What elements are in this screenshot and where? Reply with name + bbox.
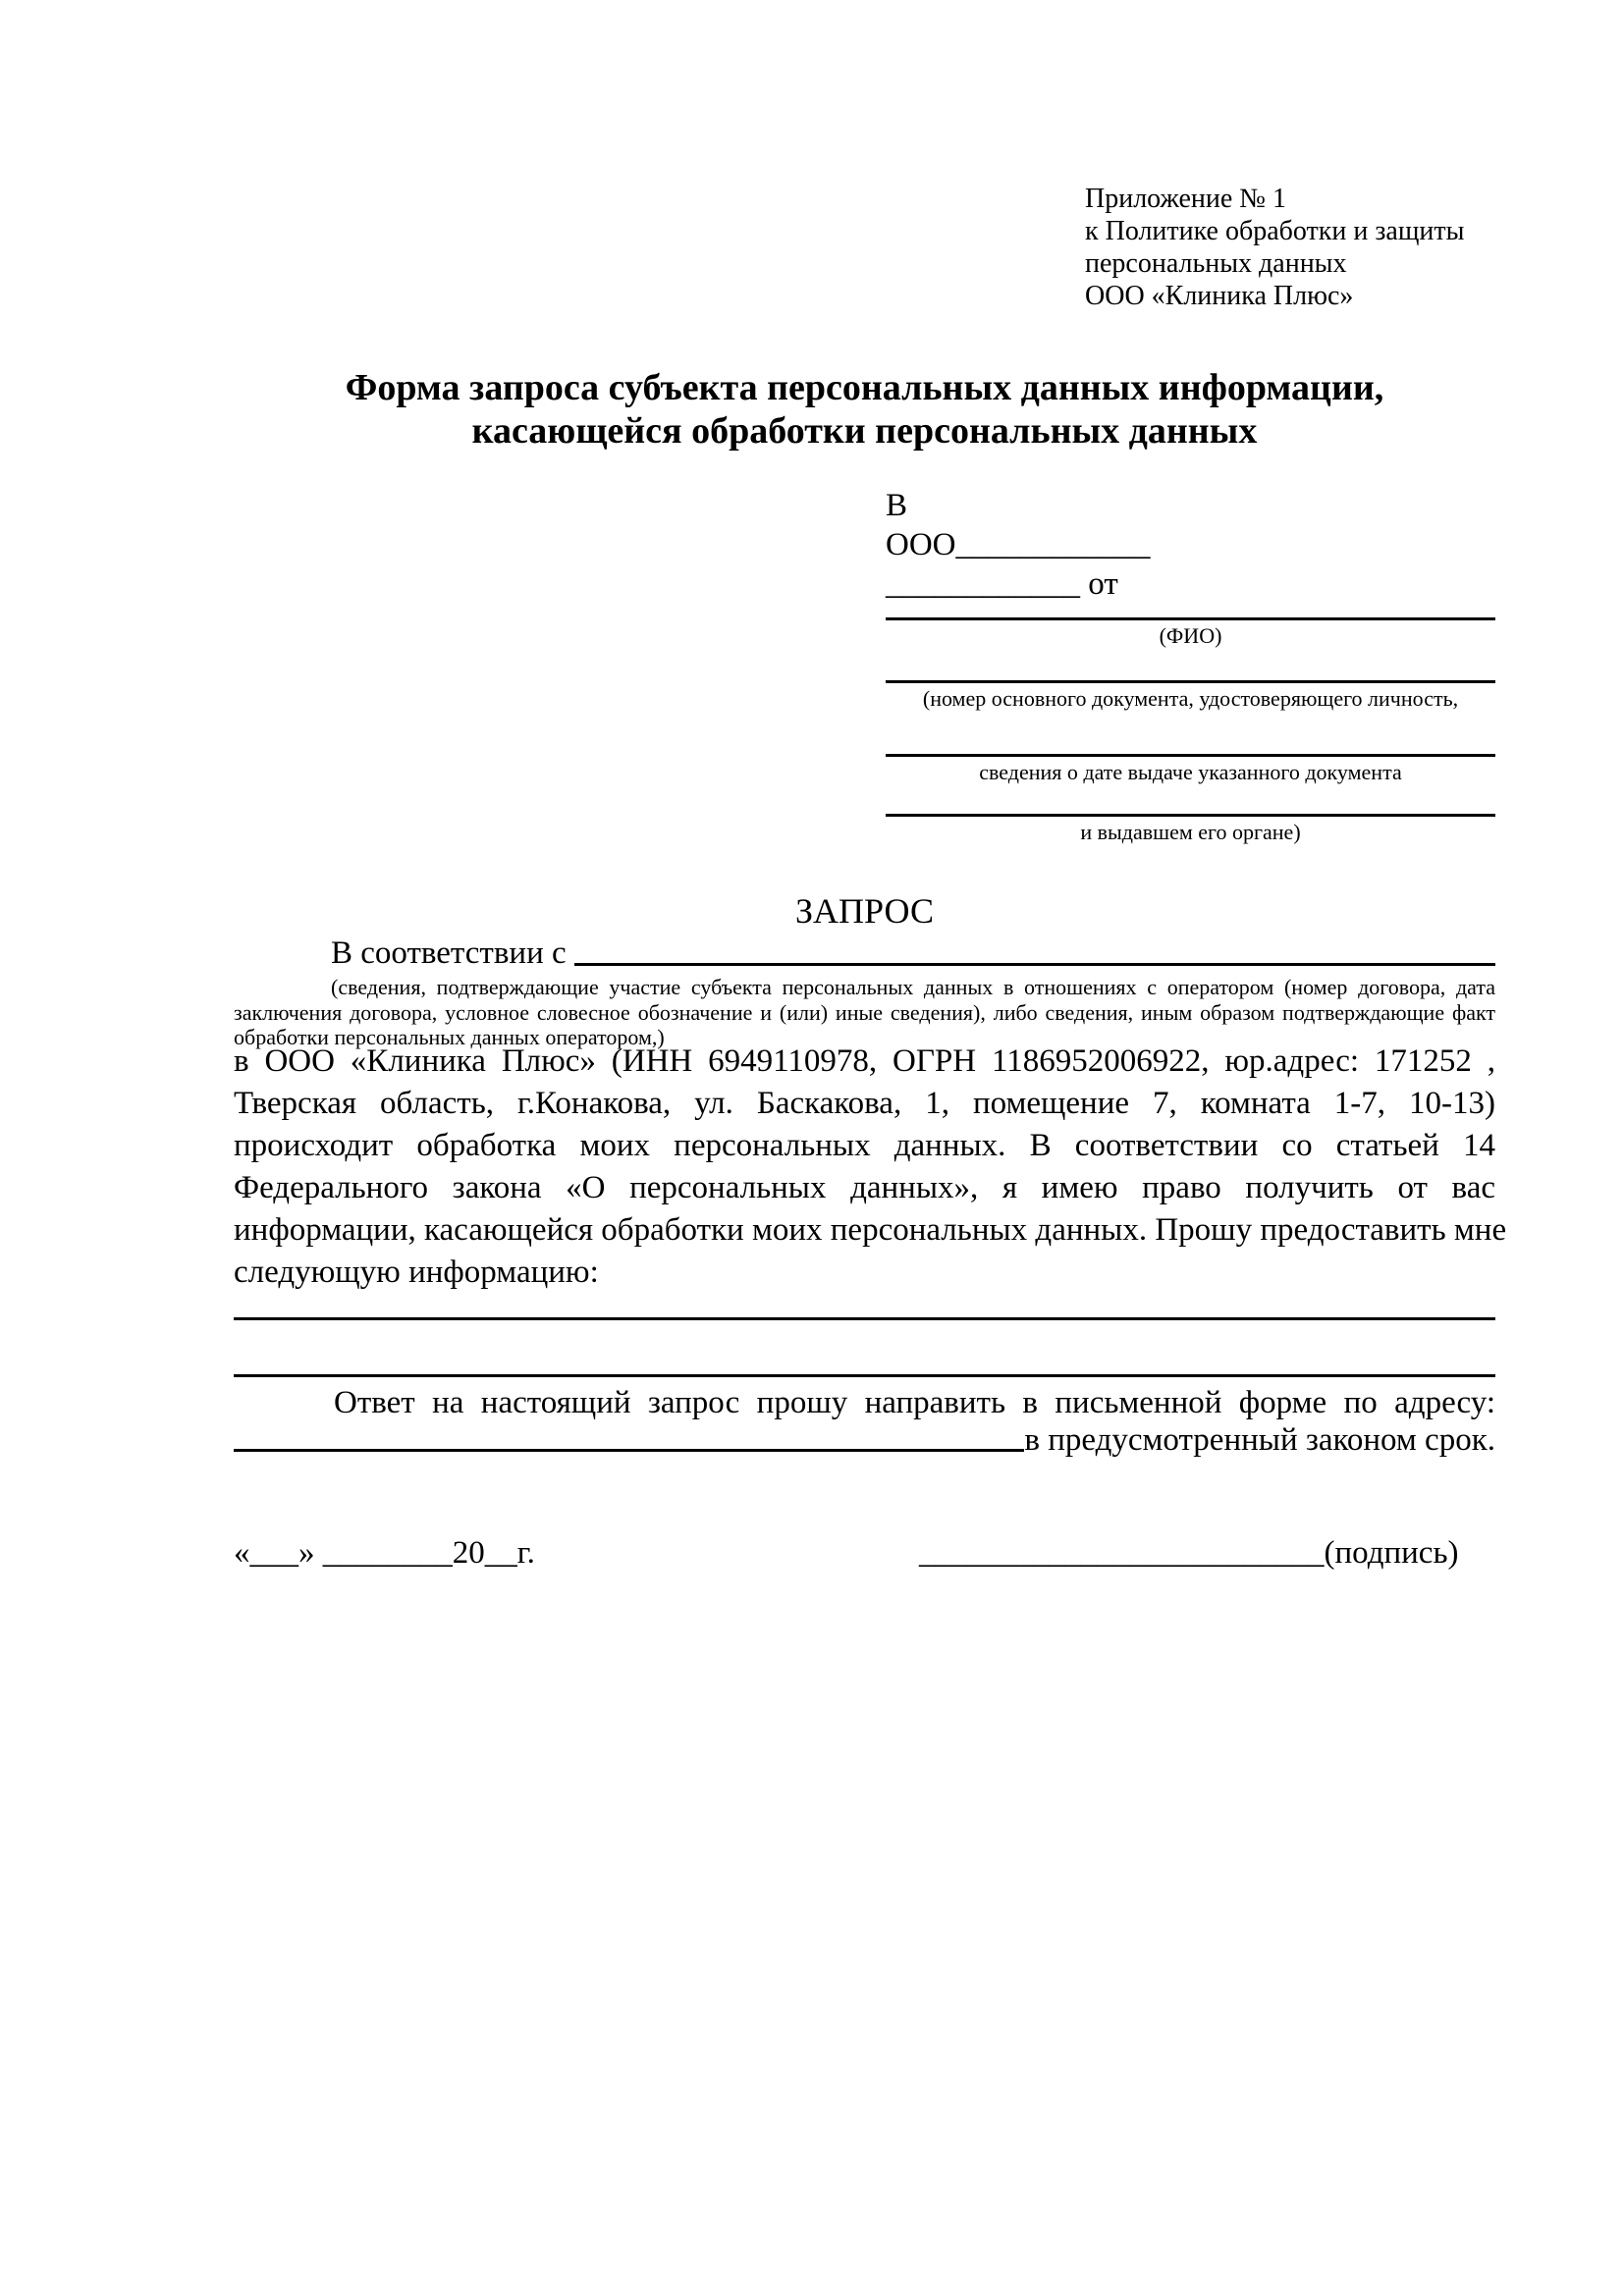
date-blank: «___» ________20__г. bbox=[234, 1535, 535, 1571]
text-line: к Политике обработки и защиты bbox=[1085, 216, 1465, 246]
intro-prefix: В соответствии с bbox=[331, 935, 567, 971]
document-title bbox=[234, 366, 1495, 453]
text-line: Форма запроса субъекта персональных данных информации, bbox=[345, 367, 1384, 408]
doc-number-blank-line bbox=[886, 680, 1495, 683]
request-heading: ЗАПРОС bbox=[795, 891, 934, 931]
text-line: персональных данных bbox=[1085, 248, 1347, 279]
text-line: информации, касающейся обработки моих персональных данных. Прошу предоставить мне bbox=[234, 1212, 1507, 1248]
intro-row bbox=[234, 934, 1495, 973]
addressee-from-blank: ____________ bbox=[886, 566, 1080, 602]
reply-address-row bbox=[234, 1421, 1495, 1459]
text-line: заключения договора, условное словесное обозначение и (или) иные сведения), либо сведения, иным образом подтверждающие факт bbox=[234, 999, 1495, 1025]
doc-issuer-blank-line bbox=[886, 814, 1495, 817]
text-line: обработки персональных данных оператором,) bbox=[234, 1025, 665, 1049]
write-in-line-1 bbox=[234, 1317, 1495, 1320]
addressee-ooo-blank: ООО____________ bbox=[886, 527, 1151, 562]
footnote-paragraph bbox=[234, 975, 1495, 1050]
text-line: Тверская область, г.Конакова, ул. Баскакова, 1, помещение 7, комната 1-7, 10-13) bbox=[234, 1086, 1495, 1121]
reply-address-blank-line bbox=[234, 1421, 1024, 1452]
write-in-line-2 bbox=[234, 1374, 1495, 1377]
fio-caption: (ФИО) bbox=[1159, 623, 1222, 648]
text-line: (сведения, подтверждающие участие субъекта персональных данных в отношениях с оператором (номер договора, дата bbox=[331, 975, 1495, 999]
body-paragraph bbox=[234, 1041, 1507, 1294]
addressee-to: В bbox=[886, 488, 908, 523]
appendix-header bbox=[1085, 183, 1507, 312]
text-line: следующую информацию: bbox=[234, 1255, 599, 1290]
signature-area bbox=[919, 1533, 1459, 1573]
addressee-from-row bbox=[886, 564, 1495, 604]
text-line: происходит обработка моих персональных данных. В соответствии со статьей 14 bbox=[234, 1128, 1495, 1163]
text-line: в ООО «Клиника Плюс» (ИНН 6949110978, ОГРН 1186952006922, юр.адрес: 171252 , bbox=[234, 1043, 1495, 1079]
doc-date-caption: сведения о дате выдаче указанного документа bbox=[979, 760, 1402, 784]
signature-blank-line: _________________________ bbox=[919, 1535, 1325, 1571]
signature-caption: (подпись) bbox=[1324, 1535, 1459, 1571]
text-line: Приложение № 1 bbox=[1085, 184, 1286, 214]
text-line: касающейся обработки персональных данных bbox=[471, 410, 1258, 452]
doc-date-blank-line bbox=[886, 754, 1495, 757]
intro-blank-line bbox=[574, 934, 1495, 966]
doc-number-caption: (номер основного документа, удостоверяющего личность, bbox=[922, 686, 1459, 711]
doc-issuer-caption: и выдавшем его органе) bbox=[1080, 820, 1301, 844]
addressee-from-word: от bbox=[1088, 566, 1118, 602]
text-line: Федерального закона «О персональных данных», я имею право получить от вас bbox=[234, 1170, 1495, 1205]
text-line: ООО «Клиника Плюс» bbox=[1085, 281, 1354, 311]
fio-blank-line bbox=[886, 617, 1495, 620]
reply-tail-text: в предусмотренный законом срок. bbox=[1024, 1422, 1495, 1458]
reply-text: Ответ на настоящий запрос прошу направить в письменной форме по адресу: bbox=[334, 1385, 1495, 1420]
reply-paragraph bbox=[234, 1384, 1495, 1459]
